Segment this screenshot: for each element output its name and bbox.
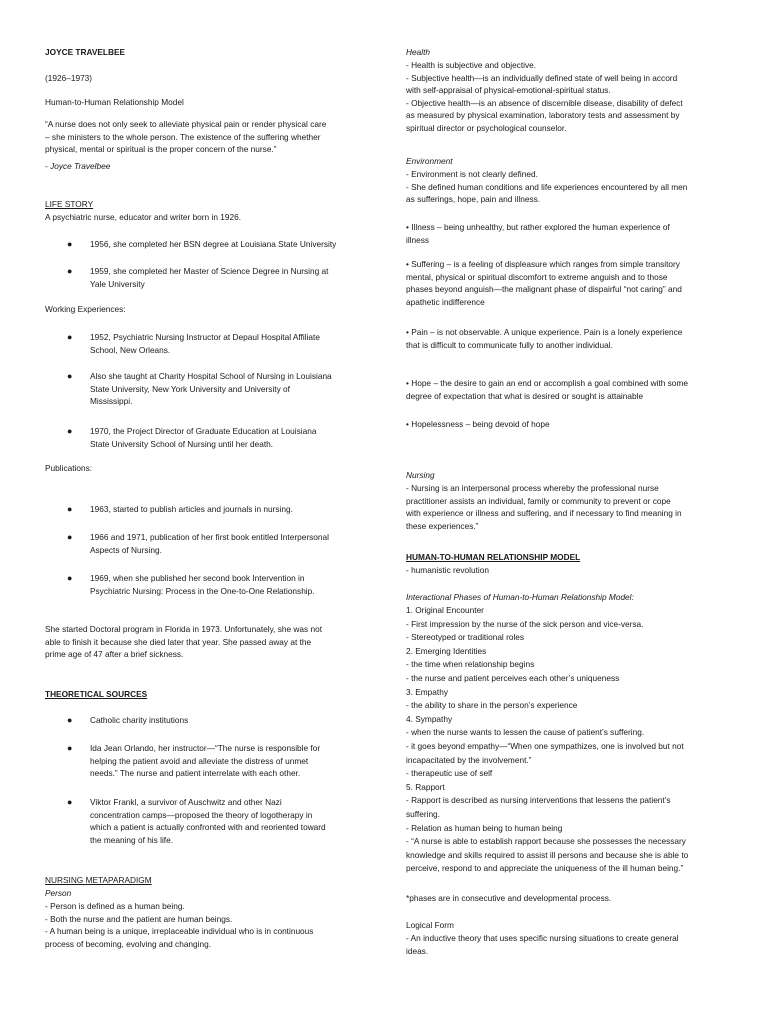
bullet-icon: ● [67, 573, 73, 583]
publications-heading: Publications: [45, 463, 93, 473]
phases-heading: Interactional Phases of Human-to-Human Relationship Model: [406, 592, 634, 602]
environment-definition: - Environment is not clearly defined. - She defined human conditions and life experiences encountered by all men as sufferings, hope, pain and illness. [406, 169, 688, 205]
author-name: JOYCE TRAVELBEE [45, 47, 126, 57]
bullet-icon: ● [67, 797, 73, 807]
pain-item: • Pain – is not observable. A unique experience. Pain is a lonely experience that is difficult to communicate fully to another individual. [406, 327, 683, 350]
quote-author: - Joyce Travelbee [45, 161, 111, 171]
bullet-icon: ● [67, 266, 73, 276]
illness-item: • Illness – being unhealthy, but rather explored the human experience of illness [406, 222, 670, 245]
health-definition: - Health is subjective and objective. - Subjective health—is an individually defined state of well being in accord with self-appraisal of physical-emotional-spiritual status. - Objective health—is an absence of discernible disease, disability of defect as measured by physical examination, laboratory tests and assessment by spiritual director or psychological counselor. [406, 60, 683, 133]
health-heading: Health [406, 47, 430, 57]
working-heading: Working Experiences: [45, 304, 126, 314]
bullet-icon: ● [67, 426, 73, 436]
bullet-icon: ● [67, 532, 73, 542]
model-heading: HUMAN-TO-HUMAN RELATIONSHIP MODEL [406, 552, 581, 562]
person-heading: Person [45, 888, 72, 898]
bullet-icon: ● [67, 743, 73, 753]
model-subtitle: - humanistic revolution [406, 565, 490, 575]
bullet-icon: ● [67, 715, 73, 725]
phases-note: *phases are in consecutive and developmental process. [406, 893, 612, 903]
person-definition: - Person is defined as a human being. - Both the nurse and the patient are human beings. - A human being is a unique, irreplaceable individual who is in continuous process of becoming, evolving and changing. [45, 901, 314, 949]
phases-list: 1. Original Encounter - First impression by the nurse of the sick person and vice-versa. - Stereotyped or traditional roles 2. Emerging Identities - the time when relationship begins - the nurse and patient perceives each other’s uniqueness 3. Empathy - the ability to share in the person’s experience 4. Sympathy - when the nurse wants to lessen the cause of patient’s suffering. - it goes beyond empathy—“When one sympathizes, one is involved but not incapacitated by the involvement.” - therapeutic use of self 5. Rapport - Rapport is described as nursing interventions that lessens the patient’s suffering. - Relation as human being to human being - “A nurse is able to establish rapport because she possesses the necessary knowledge and skills required to assist ill persons and because she is able to perceive, respond to and appreciate the uniqueness of the ill human being.” [406, 605, 689, 874]
opening-quote: “A nurse does not only seek to alleviate physical pain or render physical care – she ministers to the whole person. The existence of the suffering whether physical, mental or spiritual is the proper concern of the nurse.” [45, 119, 327, 155]
doctoral-paragraph: She started Doctoral program in Florida in 1973. Unfortunately, she was not able to finish it because she died later that year. She passed away at the prime age of 47 after a brief sickness. [45, 624, 323, 660]
environment-heading: Environment [406, 156, 453, 166]
life-story-heading: LIFE STORY [45, 199, 94, 209]
bullet-icon: ● [67, 371, 73, 381]
theoretical-heading: THEORETICAL SOURCES [45, 689, 148, 699]
nursing-heading: Nursing [406, 470, 435, 480]
life-story-intro: A psychiatric nurse, educator and writer born in 1926. [45, 212, 242, 222]
author-years: (1926–1973) [45, 73, 93, 83]
metaparadigm-heading: NURSING METAPARADIGM [45, 875, 152, 885]
hope-item: • Hope – the desire to gain an end or accomplish a goal combined with some degree of expectation that what is desired or sought is attainable [406, 378, 688, 401]
logical-form-definition: - An inductive theory that uses specific nursing situations to create general ideas. [406, 933, 679, 956]
suffering-item: • Suffering – is a feeling of displeasure which ranges from simple transitory mental, physical or spiritual discomfort to extreme anguish and to those phases beyond anguish—the malignant phase of dispairful “not caring” and apathetic indifference [406, 259, 682, 307]
model-name: Human-to-Human Relationship Model [45, 97, 184, 107]
bullet-icon: ● [67, 239, 73, 249]
bullet-icon: ● [67, 504, 73, 514]
hopelessness-item: • Hopelessness – being devoid of hope [406, 419, 550, 429]
logical-form-heading: Logical Form [406, 920, 454, 930]
nursing-definition: - Nursing is an interpersonal process whereby the professional nurse practitioner assists an individual, family or community to prevent or cope with experience or illness and suffering, and if necessary to find meaning in these experiences.” [406, 483, 682, 531]
bullet-icon: ● [67, 332, 73, 342]
